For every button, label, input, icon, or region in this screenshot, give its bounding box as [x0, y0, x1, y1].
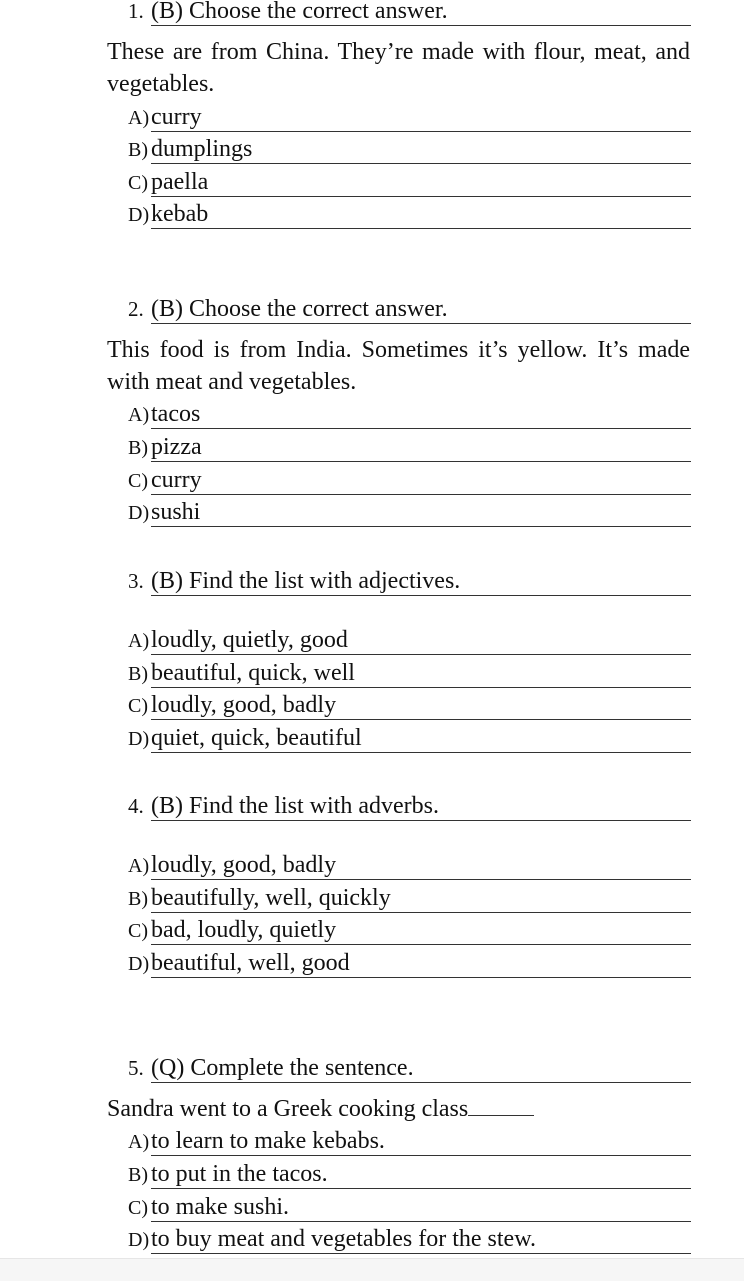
option-text: tacos [151, 401, 201, 427]
answer-line [151, 879, 691, 880]
q5-option-d[interactable] [0, 1222, 744, 1254]
option-label: C) [128, 1197, 148, 1219]
q2-option-b[interactable] [0, 430, 744, 462]
question-2-prompt: This food is from India. Sometimes it’s yellow. It’s made with meat and vegetables. [107, 337, 690, 395]
option-label: D) [128, 728, 150, 750]
question-5-prompt [107, 1093, 690, 1125]
q4-option-b[interactable] [0, 881, 744, 913]
option-text: loudly, good, badly [151, 692, 337, 718]
question-heading-text: (B) Choose the correct answer. [151, 0, 448, 24]
q5-option-b[interactable] [0, 1157, 744, 1189]
option-text: paella [151, 169, 209, 195]
option-text: to make sushi. [151, 1194, 289, 1220]
q3-option-a[interactable] [0, 623, 744, 655]
option-label: C) [128, 172, 148, 194]
q4-option-a[interactable] [0, 848, 744, 880]
option-text: curry [151, 467, 202, 493]
answer-line [151, 595, 691, 596]
answer-line [151, 25, 691, 26]
question-1-prompt: These are from China. They’re made with flour, meat, and vegetables. [107, 39, 690, 97]
question-number: 3. [128, 569, 144, 593]
question-number: 4. [128, 794, 144, 818]
answer-line [151, 1155, 691, 1156]
option-text: curry [151, 104, 202, 130]
option-label: A) [128, 1131, 150, 1153]
answer-line [151, 163, 691, 164]
fill-in-blank[interactable] [468, 1093, 534, 1116]
question-5-heading [0, 1051, 744, 1083]
option-text: kebab [151, 201, 209, 227]
q3-option-b[interactable] [0, 656, 744, 688]
q1-option-a[interactable] [0, 100, 744, 132]
answer-line [151, 228, 691, 229]
question-2-heading [0, 292, 744, 324]
option-label: B) [128, 139, 148, 161]
option-label: B) [128, 663, 148, 685]
option-text: to put in the tacos. [151, 1161, 328, 1187]
option-label: A) [128, 855, 150, 877]
question-number: 2. [128, 297, 144, 321]
answer-line [151, 1253, 691, 1254]
option-label: C) [128, 920, 148, 942]
q4-option-d[interactable] [0, 946, 744, 978]
answer-line [151, 526, 691, 527]
q1-option-c[interactable] [0, 165, 744, 197]
q2-option-d[interactable] [0, 495, 744, 527]
q1-option-d[interactable] [0, 197, 744, 229]
option-label: B) [128, 888, 148, 910]
option-text: beautifully, well, quickly [151, 885, 391, 911]
q4-option-c[interactable] [0, 913, 744, 945]
question-3-heading [0, 564, 744, 596]
question-1-heading [0, 0, 744, 26]
option-label: D) [128, 204, 150, 226]
answer-line [151, 1188, 691, 1189]
answer-line [151, 820, 691, 821]
option-label: B) [128, 437, 148, 459]
q5-option-c[interactable] [0, 1190, 744, 1222]
option-text: to learn to make kebabs. [151, 1128, 385, 1154]
option-text: bad, loudly, quietly [151, 917, 337, 943]
option-text: loudly, quietly, good [151, 627, 348, 653]
answer-line [151, 654, 691, 655]
option-label: D) [128, 1229, 150, 1251]
option-text: beautiful, quick, well [151, 660, 355, 686]
option-label: A) [128, 630, 150, 652]
bottom-bar [0, 1258, 744, 1281]
question-number: 5. [128, 1056, 144, 1080]
option-text: loudly, good, badly [151, 852, 337, 878]
option-label: C) [128, 695, 148, 717]
option-text: sushi [151, 499, 201, 525]
q1-option-b[interactable] [0, 132, 744, 164]
option-text: dumplings [151, 136, 253, 162]
answer-line [151, 428, 691, 429]
option-text: to buy meat and vegetables for the stew. [151, 1226, 536, 1252]
answer-line [151, 752, 691, 753]
option-label: C) [128, 470, 148, 492]
question-heading-text: (Q) Complete the sentence. [151, 1055, 414, 1081]
option-label: A) [128, 404, 150, 426]
q3-option-c[interactable] [0, 688, 744, 720]
answer-line [151, 461, 691, 462]
prompt-text: Sandra went to a Greek cooking class [107, 1096, 469, 1122]
question-heading-text: (B) Choose the correct answer. [151, 296, 448, 322]
question-number: 1. [128, 0, 144, 23]
question-heading-text: (B) Find the list with adverbs. [151, 793, 439, 819]
option-text: beautiful, well, good [151, 950, 350, 976]
question-heading-text: (B) Find the list with adjectives. [151, 568, 461, 594]
option-text: pizza [151, 434, 202, 460]
answer-line [151, 1082, 691, 1083]
answer-line [151, 977, 691, 978]
option-label: A) [128, 107, 150, 129]
option-label: B) [128, 1164, 148, 1186]
q2-option-c[interactable] [0, 463, 744, 495]
option-label: D) [128, 953, 150, 975]
q2-option-a[interactable] [0, 397, 744, 429]
answer-line [151, 944, 691, 945]
option-text: quiet, quick, beautiful [151, 725, 362, 751]
option-label: D) [128, 502, 150, 524]
question-4-heading [0, 789, 744, 821]
answer-line [151, 323, 691, 324]
q5-option-a[interactable] [0, 1124, 744, 1156]
answer-line [151, 719, 691, 720]
q3-option-d[interactable] [0, 721, 744, 753]
